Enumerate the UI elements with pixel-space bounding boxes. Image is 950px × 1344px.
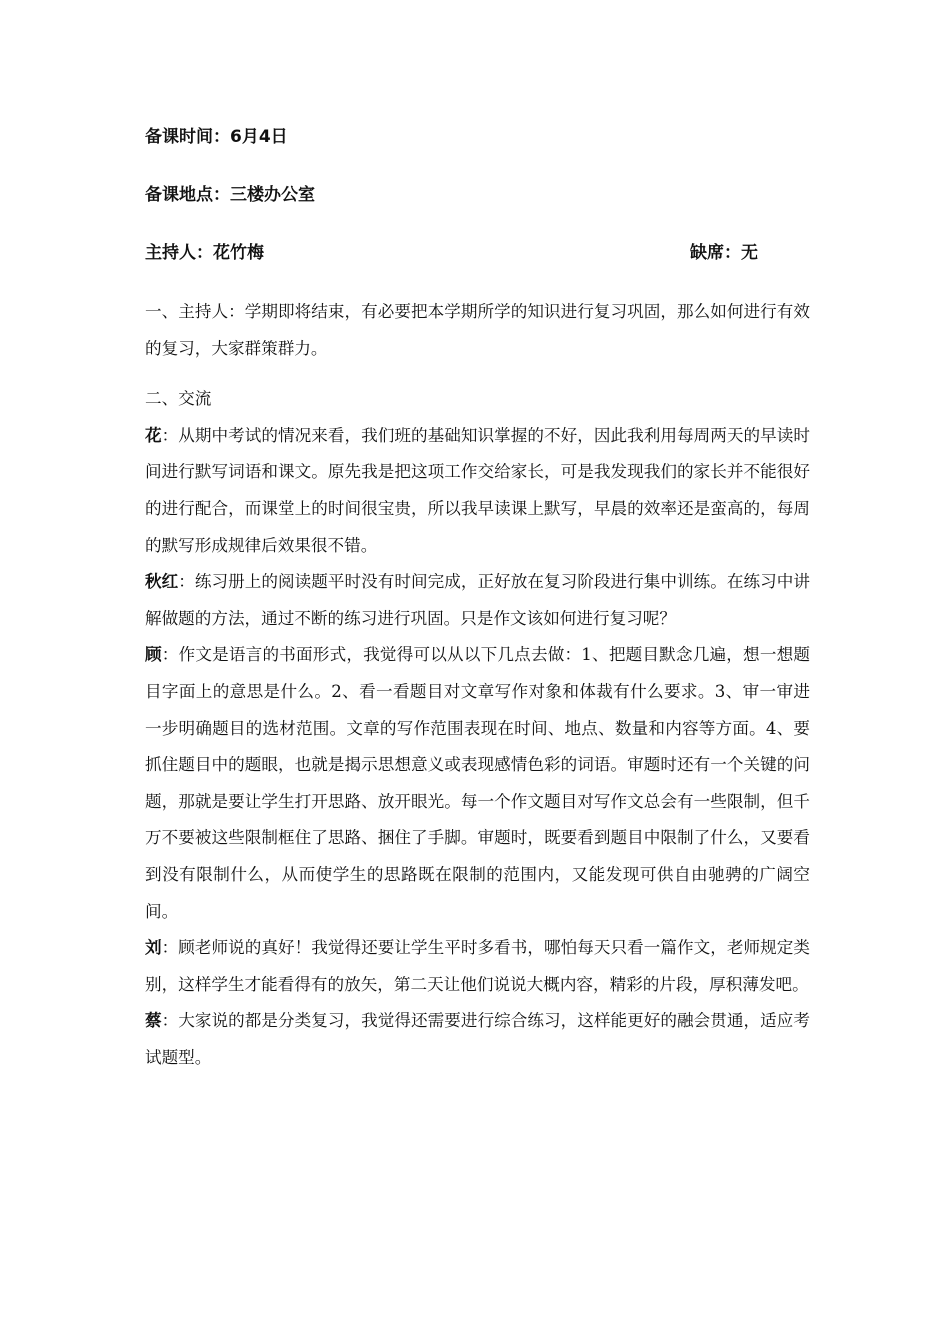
host-row [145, 236, 810, 270]
remark-text: ：大家说的都是分类复习，我觉得还需要进行综合练习，这样能更好的融会贯通，适应考试题型。 [145, 1011, 811, 1067]
prep-place: 备课地点：三楼办公室 [145, 185, 315, 205]
remark-paragraph [145, 1003, 810, 1076]
speaker-name: 秋红 [145, 572, 179, 592]
intro-paragraph: 一、主持人：学期即将结束，有必要把本学期所学的知识进行复习巩固，那么如何进行有效的复习，大家群策群力。 [145, 302, 810, 358]
remark-text: ：作文是语言的书面形式，我觉得可以从以下几点去做：1、把题目默念几遍，想一想题目字面上的意思是什么。2、看一看题目对文章写作对象和体裁有什么要求。3、审一审进一步明确题目的选材范围。文章的写作范围表现在时间、地点、数量和内容等方面。4、要抓住题目中的题眼，也就是揭示思想意义或表现感情色彩的词语。审题时还有一个关键的问题，那就是要让学生打开思路、放开眼光。每一个作文题目对写作文总会有一些限制，但千万不要被这些限制框住了思路、捆住了手脚。审题时，既要看到题目中限制了什么，又要看到没有限制什么，从而使学生的思路既在限制的范围内，又能发现可供自由驰骋的广阔空间。 [145, 645, 810, 921]
speaker-name: 蔡 [145, 1011, 162, 1031]
speaker-name: 花 [145, 425, 162, 445]
remark-text: ：顾老师说的真好！我觉得还要让学生平时多看书，哪怕每天只看一篇作文，老师规定类别，这样学生才能看得有的放矢，第二天让他们说说大概内容，精彩的片段，厚积薄发吧。 [145, 938, 811, 994]
remark-paragraph [145, 930, 810, 1003]
remark-paragraph [145, 418, 810, 564]
speaker-name: 刘 [145, 938, 162, 958]
speaker-name: 顾 [145, 645, 162, 665]
remark-paragraph [145, 637, 810, 930]
absent-note: 缺席：无 [690, 243, 758, 263]
remark-text: ：从期中考试的情况来看，我们班的基础知识掌握的不好，因此我利用每周两天的早读时间进行默写词语和课文。原先我是把这项工作交给家长，可是我发现我们的家长并不能很好的进行配合，而课堂上的时间很宝贵，所以我早读课上默写，早晨的效率还是蛮高的，每周的默写形成规律后效果很不错。 [145, 425, 811, 555]
prep-time: 备课时间：6月4日 [145, 127, 288, 147]
remark-paragraph [145, 564, 810, 637]
host-name: 主持人：花竹梅 [145, 243, 264, 263]
remark-text: ：练习册上的阅读题平时没有时间完成，正好放在复习阶段进行集中训练。在练习中讲解做题的方法，通过不断的练习进行巩固。只是作文该如何进行复习呢？ [145, 572, 811, 628]
document-page [145, 120, 810, 1076]
section-heading: 二、交流 [145, 389, 212, 409]
